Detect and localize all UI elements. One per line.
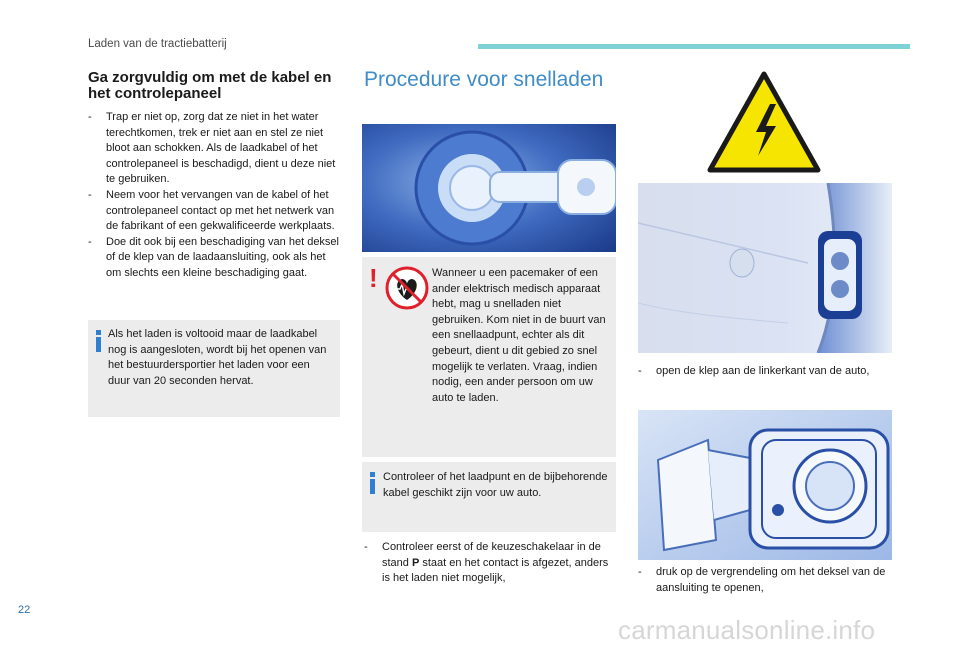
section-heading-fast-charging: Procedure voor snelladen	[364, 68, 604, 91]
key-ignition-illustration	[362, 124, 616, 252]
socket-cover-illustration	[638, 410, 892, 560]
list-item: - Doe dit ook bij een beschadiging van het deksel of de klep van de laadaansluiting, ook als het om slechts een kleine beschadiging gaat.	[88, 235, 340, 282]
step-press-lock	[638, 565, 894, 596]
charging-flap-illustration	[638, 183, 892, 353]
list-item: - Controleer eerst of de keuzeschakelaar in de stand P staat en het contact is afgezet, anders is het laden niet mogelijk,	[364, 540, 616, 587]
page-number: 22	[18, 604, 31, 616]
info-box-charging-resume	[88, 320, 340, 417]
pacemaker-prohibited-icon	[385, 266, 429, 315]
info-icon	[96, 330, 102, 352]
pacemaker-warning-box	[362, 257, 616, 457]
chapter-title: Laden van de tractiebatterij	[88, 38, 227, 50]
info-box-charge-point	[362, 462, 616, 532]
info-text: Controleer of het laadpunt en de bijbehorende kabel geschikt zijn voor uw auto.	[383, 471, 608, 499]
cable-care-list	[88, 110, 340, 282]
list-item: - druk op de vergrendeling om het deksel van de aansluiting te openen,	[638, 565, 894, 596]
warning-mark: !	[369, 263, 378, 293]
info-text: Als het laden is voltooid maar de laadkabel nog is aangesloten, wordt bij het openen van het bestuurdersportier het laden voor een duur van 20 seconden hervat.	[108, 328, 327, 387]
list-item: - Neem voor het vervangen van de kabel of het controlepaneel contact op met het netwerk van de fabrikant of een gekwalificeerde werkplaats.	[88, 188, 340, 235]
warning-text: Wanneer u een pacemaker of een ander elektrisch medisch apparaat hebt, mag u snelladen niet gebruiken. Kom niet in de buurt van een snellaadpunt, echter als dit gebeurt, dient u dit gebied zo snel mogelijk te verlaten. Vraag, indien nodig, een ander persoon om uw auto te laden.	[432, 267, 606, 404]
section-heading-cable: Ga zorgvuldig om met de kabel en het controlepaneel	[88, 69, 332, 102]
watermark: carmanualsonline.info	[618, 615, 876, 645]
step-check-selector	[364, 540, 616, 587]
list-item: - open de klep aan de linkerkant van de auto,	[638, 364, 894, 380]
step-open-flap	[638, 364, 894, 380]
chapter-accent-bar	[478, 44, 910, 49]
high-voltage-warning-icon	[706, 70, 822, 179]
list-item: - Trap er niet op, zorg dat ze niet in het water terechtkomen, trek er niet aan en stel ze niet bloot aan schokken. Als de laadkabel of het controlepaneel is beschadigd, dient u deze niet te gebruiken.	[88, 110, 340, 188]
info-icon	[370, 472, 376, 494]
